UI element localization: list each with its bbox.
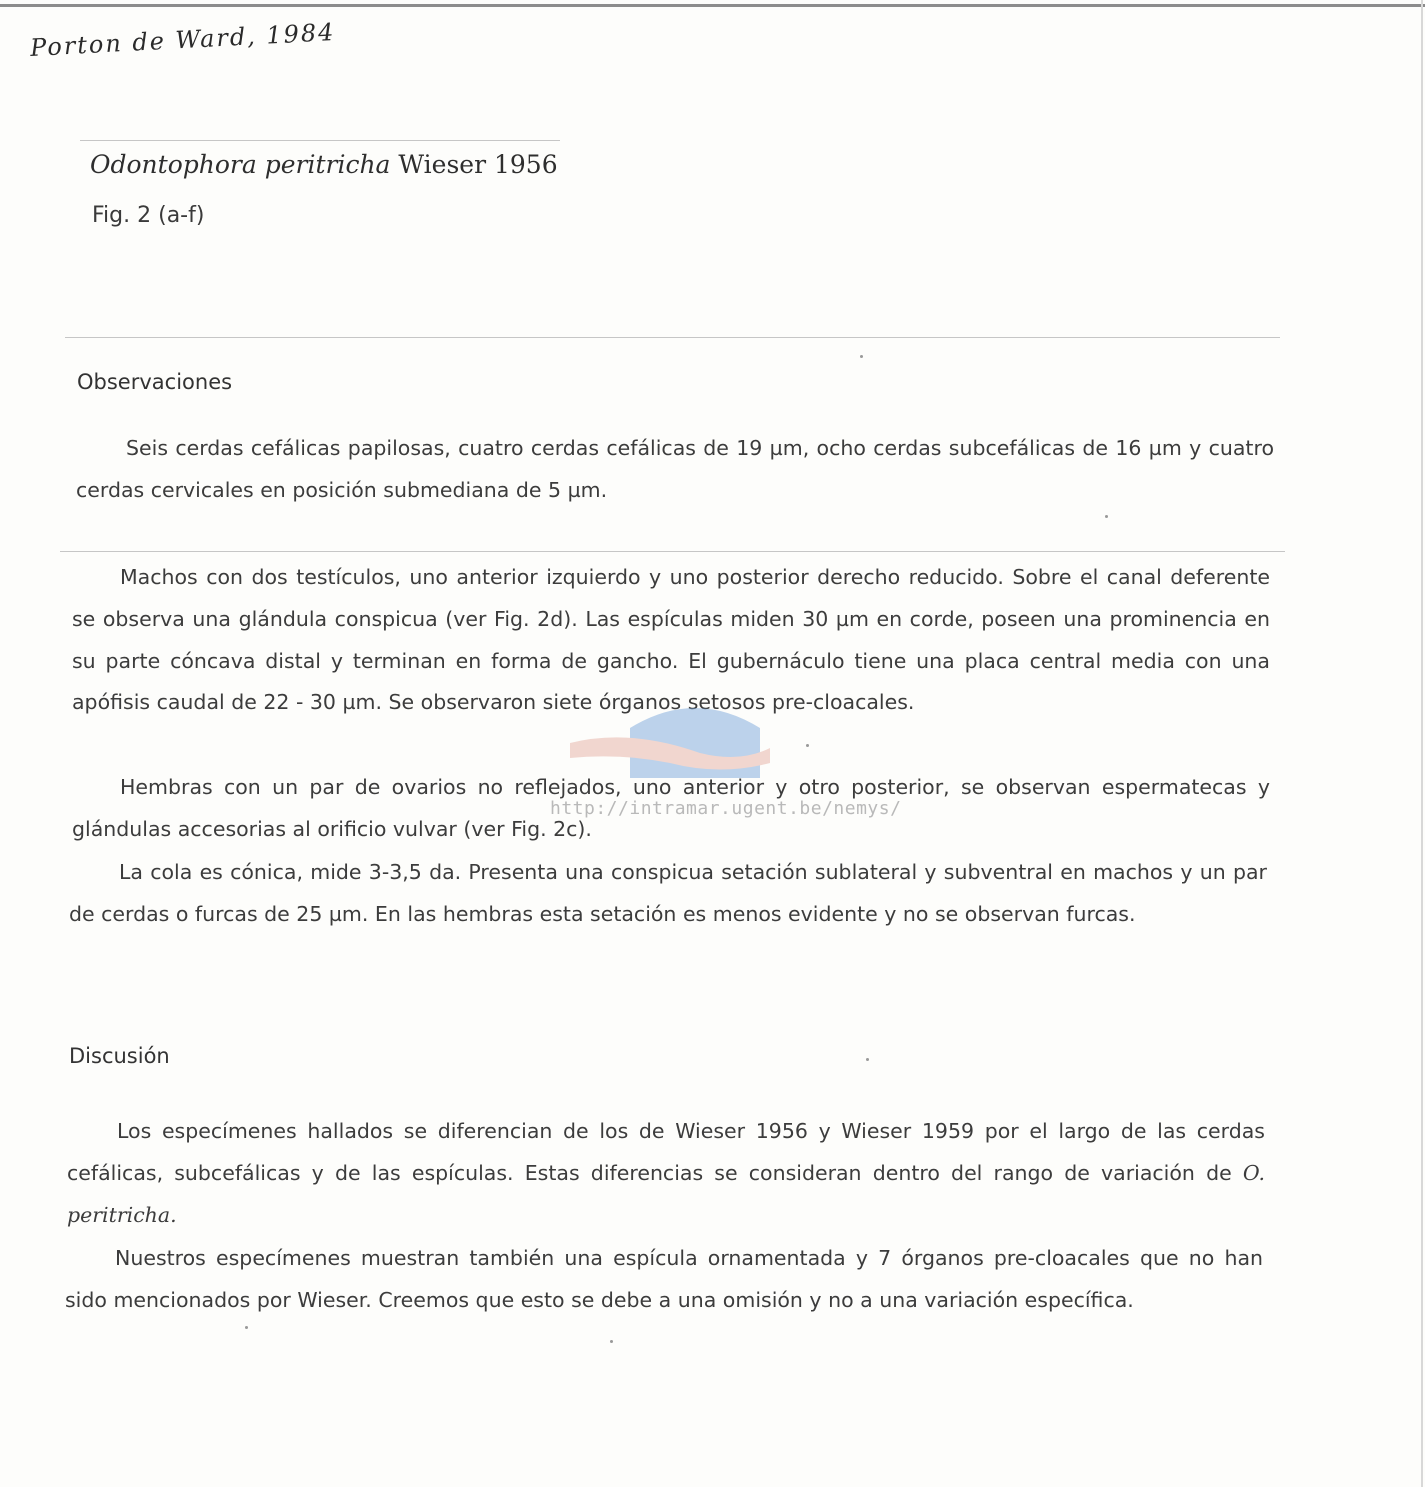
observaciones-paragraph-1: Seis cerdas cefálicas papilosas, cuatro cerdas cefálicas de 19 µm, ocho cerdas subcefálicas de 16 µm y cuatro cerdas cervicales en posición submediana de 5 µm. xyxy=(76,436,1274,502)
discusion-paragraph-1: Los especímenes hallados se diferencian de los de Wieser 1956 y Wieser 1959 por el largo de las cerdas cefálicas, subcefálicas y de las espículas. Estas diferencias se consideran dentro del rango de variación de O. peritricha. xyxy=(67,1119,1265,1227)
section-rule-1 xyxy=(65,337,1280,338)
discusion-paragraph-2: Nuestros especímenes muestran también una espícula ornamentada y 7 órganos pre-cloacales que no han sido mencionados por Wieser. Creemos que esto se debe a una omisión y no a una variación específica. xyxy=(65,1246,1263,1312)
speck xyxy=(245,1326,248,1329)
species-name: Odontophora peritricha xyxy=(90,150,391,179)
watermark-logo xyxy=(570,668,820,798)
speck xyxy=(1105,515,1108,518)
section-rule-2 xyxy=(60,551,1285,552)
observaciones-paragraph-4: La cola es cónica, mide 3-3,5 da. Presenta una conspicua setación sublateral y subventral en machos y un par de cerdas o furcas de 25 µm. En las hembras esta setación es menos evidente y no se observan furcas. xyxy=(69,860,1267,926)
right-edge-line xyxy=(1421,0,1423,1487)
handwritten-note: Porton de Ward, 1984 xyxy=(29,18,337,62)
discusion-heading: Discusión xyxy=(69,1044,170,1068)
top-edge-line xyxy=(0,4,1425,7)
figure-reference: Fig. 2 (a-f) xyxy=(92,203,205,228)
observaciones-paragraph-2: Machos con dos testículos, uno anterior izquierdo y uno posterior derecho reducido. Sobre el canal deferente se observa una glándula conspicua (ver Fig. 2d). Las espículas miden 30 µm en corde, poseen una prominencia en su parte cóncava distal y terminan en forma de gancho. El gubernáculo tiene una placa central media con una apófisis caudal de 22 - 30 µm. Se observaron siete órganos setosos pre-cloacales. xyxy=(72,565,1270,715)
speck xyxy=(610,1340,613,1343)
species-title xyxy=(90,150,558,179)
speck xyxy=(860,355,863,358)
speck xyxy=(806,744,809,747)
speck xyxy=(866,1058,869,1061)
title-rule xyxy=(80,140,560,141)
observaciones-paragraph-3: Hembras con un par de ovarios no reflejados, uno anterior y otro posterior, se observan espermatecas y glándulas accesorias al orificio vulvar (ver Fig. 2c). xyxy=(72,775,1270,841)
watermark-url: http://intramar.ugent.be/nemys/ xyxy=(550,798,902,819)
observaciones-heading: Observaciones xyxy=(77,370,233,394)
species-authority: Wieser 1956 xyxy=(398,150,558,179)
discusion-species-name: O. peritricha. xyxy=(67,1160,1265,1227)
